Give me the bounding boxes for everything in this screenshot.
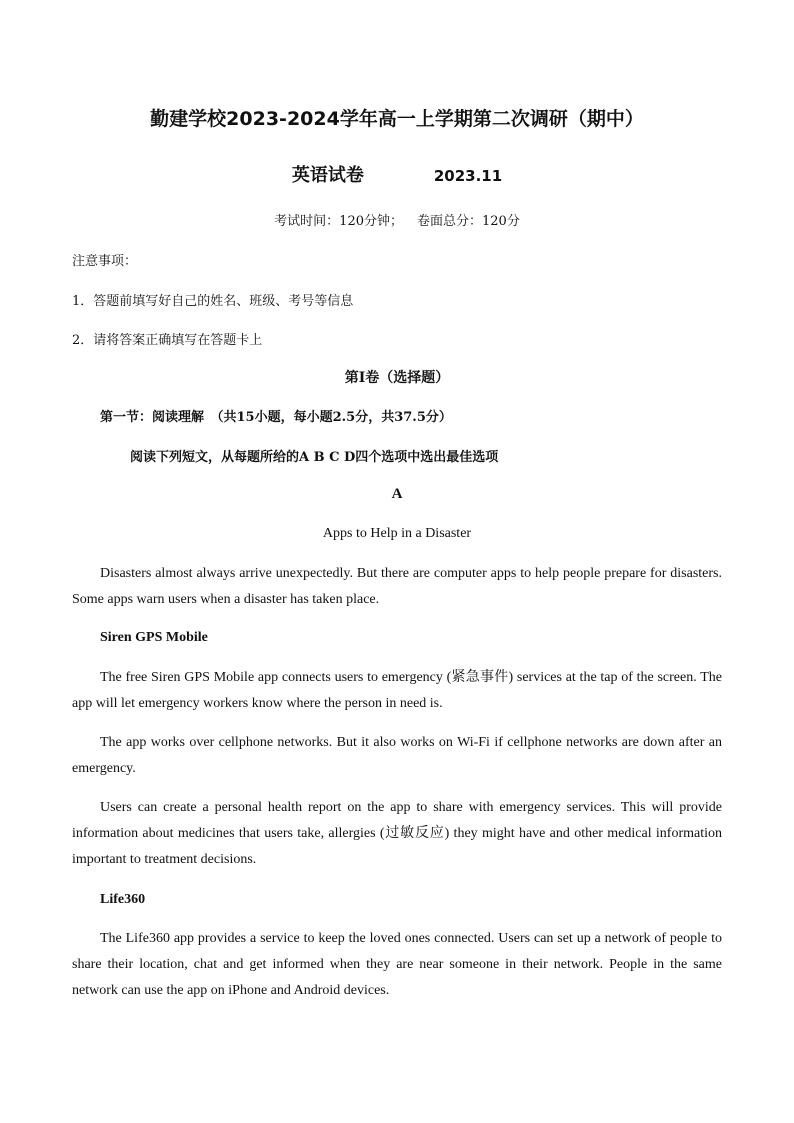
app-heading: Siren GPS Mobile	[100, 630, 208, 645]
exam-time: 考试时间：120分钟；	[274, 214, 403, 229]
exam-subtitle	[0, 161, 794, 187]
passage-paragraph: The app works over cellphone networks. But it also works on Wi-Fi if cellphone networks are down after an emergency.	[72, 735, 722, 776]
section-title: 第I卷（选择题）	[344, 370, 450, 386]
exam-date: 2023.11	[433, 167, 503, 185]
note-item: 2．请将答案正确填写在答题卡上	[72, 333, 263, 348]
notes-heading: 注意事项：	[72, 254, 138, 269]
exam-title: 勤建学校2023-2024学年高一上学期第二次调研（期中）	[150, 108, 644, 130]
app-heading: Life360	[100, 892, 146, 907]
passage-title: Apps to Help in a Disaster	[322, 526, 472, 541]
passage-intro: Disasters almost always arrive unexpectedly. But there are computer apps to help people prepare for disasters. Some apps warn users when a disaster has taken place.	[72, 566, 722, 607]
part-title: 第一节：阅读理解 （共15小题，每小题2.5分，共37.5分）	[100, 410, 452, 425]
note-item: 1．答题前填写好自己的姓名、班级、考号等信息	[72, 294, 354, 309]
reading-instruction: 阅读下列短文，从每题所给的A B C D四个选项中选出最佳选项	[130, 450, 499, 465]
exam-info	[0, 210, 794, 229]
total-score: 卷面总分：120分	[417, 214, 520, 229]
passage-paragraph: The free Siren GPS Mobile app connects users to emergency (紧急事件) services at the tap of the screen. The app will let emergency workers know where the person in need is.	[72, 670, 722, 711]
passage-paragraph: Users can create a personal health report on the app to share with emergency services. This will provide information about medicines that users take, allergies (过敏反应) they might have and other medical information important to treatment decisions.	[72, 800, 722, 867]
passage-paragraph: The Life360 app provides a service to keep the loved ones connected. Users can set up a network of people to share their location, chat and get informed when they are near someone in their network. People in the same network can use the app on iPhone and Android devices.	[72, 931, 722, 998]
passage-letter: A	[391, 486, 403, 502]
subject-label: 英语试卷	[291, 165, 364, 186]
